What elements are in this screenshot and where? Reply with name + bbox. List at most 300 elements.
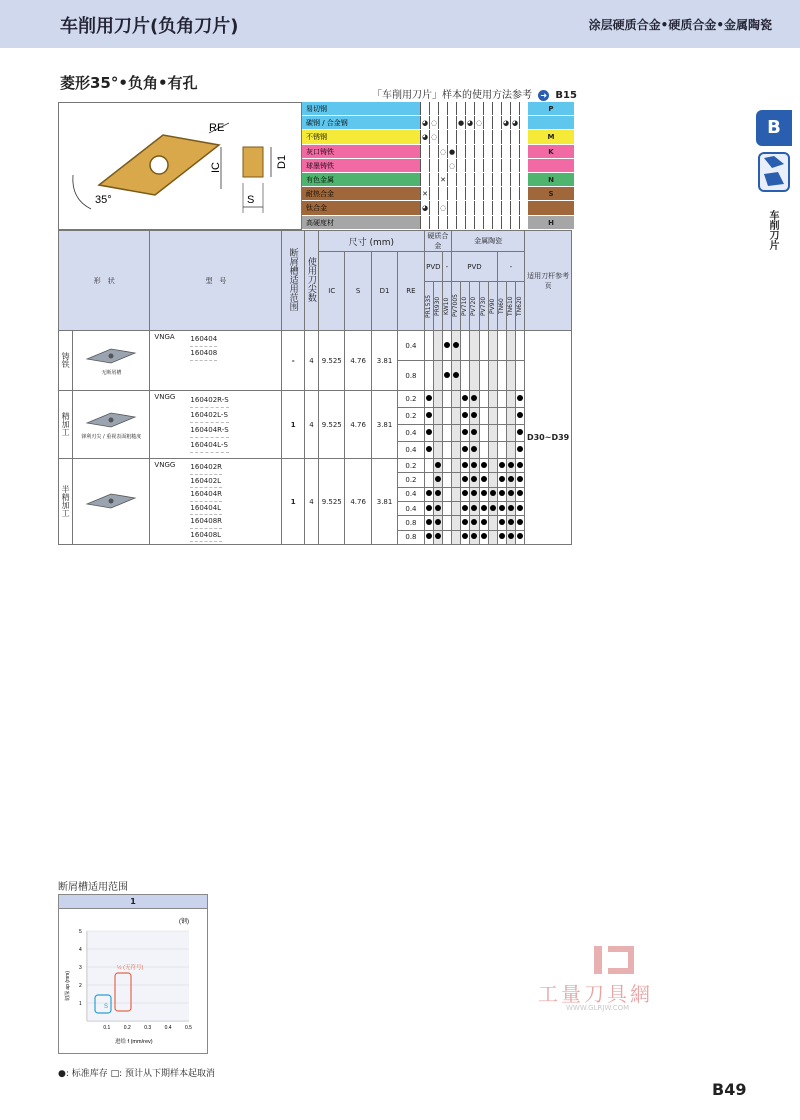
- cell-edges: 4: [304, 459, 318, 545]
- grade-name: TN620: [516, 296, 524, 316]
- stock-dot: [481, 533, 487, 539]
- stock-dot: [426, 412, 432, 418]
- material-mark: [483, 201, 492, 214]
- material-mark: ●: [456, 116, 465, 129]
- th-edges: 使用刀尖数: [305, 257, 316, 302]
- material-mark: [483, 145, 492, 158]
- stock-dot: [508, 533, 514, 539]
- material-row: [302, 102, 572, 116]
- material-mark: [492, 102, 501, 115]
- stock-dot: [471, 505, 477, 511]
- material-mark: [474, 145, 483, 158]
- material-mark: [465, 145, 474, 158]
- material-mark: [420, 145, 429, 158]
- page-number: B49: [712, 1080, 747, 1099]
- cell-d1: 3.81: [371, 331, 397, 391]
- material-mark: [483, 173, 492, 186]
- th-holder: 适用刀杆参考页: [525, 231, 572, 331]
- grade-name: PV7005: [452, 294, 460, 318]
- material-mark: [492, 201, 501, 214]
- material-label: 耐热合金: [302, 187, 420, 200]
- material-mark: [510, 187, 519, 200]
- stock-dot: [490, 505, 496, 511]
- material-mark: [420, 159, 429, 172]
- material-mark: [456, 201, 465, 214]
- th-dash2: -: [497, 252, 524, 282]
- material-label: 钛合金: [302, 201, 420, 214]
- material-mark: [519, 187, 528, 200]
- material-mark: [474, 159, 483, 172]
- breaker-chart-title: 断屑槽适用范围: [58, 882, 128, 893]
- th-dims: 尺寸 (mm): [319, 231, 425, 252]
- chart-unit: (钢): [179, 919, 189, 925]
- material-rows: [302, 102, 572, 230]
- stock-dot: [471, 533, 477, 539]
- th-d1: D1: [371, 252, 397, 331]
- cell-re: 0.2: [398, 459, 424, 473]
- stock-dot: [426, 446, 432, 452]
- stock-dot: [435, 505, 441, 511]
- material-mark: [501, 216, 510, 229]
- material-mark: [510, 216, 519, 229]
- ref-text: 「车削用刀片」样本的使用方法参考: [372, 90, 532, 101]
- x-tick-label: 0.2: [123, 1025, 131, 1031]
- stock-dot: [508, 519, 514, 525]
- grade-name: PV90: [488, 298, 496, 314]
- material-mark: [465, 216, 474, 229]
- model-number: 160408R: [190, 515, 222, 529]
- material-mark: [483, 159, 492, 172]
- stock-dot: [462, 429, 468, 435]
- cell-re: 0.4: [398, 501, 424, 515]
- th-dash1: -: [442, 252, 451, 282]
- stock-dot: [444, 342, 450, 348]
- model-number: 160402L-S: [190, 408, 228, 423]
- material-mark: [420, 173, 429, 186]
- cell-s: 4.76: [345, 331, 371, 391]
- material-mark: [519, 216, 528, 229]
- stock-dot: [435, 490, 441, 496]
- material-row: [302, 201, 572, 215]
- material-mark: [447, 187, 456, 200]
- cell-ic: 9.525: [319, 391, 345, 459]
- material-row: [302, 130, 572, 144]
- material-code: N: [528, 173, 574, 186]
- material-mark: [501, 159, 510, 172]
- y-tick-label: 5: [79, 929, 82, 935]
- material-mark: ✕: [420, 187, 429, 200]
- th-ic: IC: [319, 252, 345, 331]
- material-mark: [447, 130, 456, 143]
- stock-dot: [462, 462, 468, 468]
- series-name: VNGG: [154, 461, 176, 469]
- material-mark: [420, 102, 429, 115]
- cell-re: 0.4: [398, 442, 424, 459]
- insert-diagram: [58, 102, 302, 230]
- stock-dot: [426, 429, 432, 435]
- stock-dot: [481, 476, 487, 482]
- cell-d1: 3.81: [371, 391, 397, 459]
- stock-dot: [517, 490, 523, 496]
- material-mark: [510, 130, 519, 143]
- material-mark: [474, 130, 483, 143]
- cell-d1: 3.81: [371, 459, 397, 545]
- material-mark: [465, 130, 474, 143]
- material-mark: [474, 216, 483, 229]
- stock-dot: [499, 490, 505, 496]
- material-mark: ◕: [420, 116, 429, 129]
- stock-dot: [499, 533, 505, 539]
- application-label: 铸铁: [61, 351, 71, 368]
- grade-name: PV710: [461, 296, 469, 316]
- cell-edges: 4: [304, 331, 318, 391]
- material-mark: [438, 130, 447, 143]
- insert-image: [81, 345, 141, 367]
- stock-dot: [453, 342, 459, 348]
- material-mark: ◕: [510, 116, 519, 129]
- model-number: 160404L: [190, 502, 222, 516]
- stock-dot: [435, 476, 441, 482]
- material-mark: [429, 159, 438, 172]
- material-mark: [456, 130, 465, 143]
- stock-dot: [517, 446, 523, 452]
- th-carbide: 硬质合金: [424, 231, 451, 252]
- material-mark: [519, 145, 528, 158]
- cell-re: 0.4: [398, 487, 424, 501]
- th-re: RE: [398, 252, 424, 331]
- stock-dot: [517, 533, 523, 539]
- material-mark: [483, 187, 492, 200]
- application-label: 半精加工: [61, 484, 71, 517]
- model-number: 160404: [190, 333, 217, 347]
- cell-breaker: -: [282, 331, 304, 391]
- material-mark: [438, 216, 447, 229]
- material-mark: [492, 159, 501, 172]
- turning-insert-icon: [758, 152, 790, 192]
- material-code: S: [528, 187, 574, 200]
- y-tick-label: 1: [79, 1001, 82, 1007]
- material-label: 不锈钢: [302, 130, 420, 143]
- grade-name: KW10: [442, 297, 450, 315]
- stock-dot: [426, 533, 432, 539]
- stock-dot: [517, 395, 523, 401]
- y-tick-label: 3: [79, 965, 82, 971]
- material-mark: [492, 187, 501, 200]
- material-mark: [474, 201, 483, 214]
- section-title: 菱形35°•负角•有孔: [60, 74, 198, 92]
- stock-dot: [517, 476, 523, 482]
- th-shape: 形 状: [59, 231, 150, 331]
- re-label: RE: [209, 122, 225, 134]
- stock-dot: [499, 462, 505, 468]
- material-mark: [510, 201, 519, 214]
- stock-dot: [481, 462, 487, 468]
- material-mark: ●: [447, 145, 456, 158]
- cell-ic: 9.525: [319, 459, 345, 545]
- stock-dot: [517, 412, 523, 418]
- stock-dot: [462, 519, 468, 525]
- section-reference: [372, 86, 577, 101]
- material-mark: [447, 216, 456, 229]
- grade-name: PV720: [470, 296, 478, 316]
- material-mark: [438, 159, 447, 172]
- grade-name: PV730: [479, 296, 487, 316]
- cell-edges: 4: [304, 391, 318, 459]
- cell-re: 0.2: [398, 408, 424, 425]
- th-cermet: 金属陶瓷: [452, 231, 525, 252]
- stock-dot: [508, 490, 514, 496]
- material-mark: [456, 173, 465, 186]
- stock-dot: [426, 395, 432, 401]
- stock-dot: [471, 395, 477, 401]
- watermark-text: 工量刀具網: [538, 982, 653, 1006]
- model-number: 160404R-S: [190, 423, 228, 438]
- material-mark: [501, 187, 510, 200]
- material-mark: [492, 130, 501, 143]
- material-row: [302, 145, 572, 159]
- stock-dot: [462, 490, 468, 496]
- material-mark: [438, 187, 447, 200]
- label-nosym: ½ (无符号): [117, 965, 144, 971]
- cell-breaker: 1: [282, 391, 304, 459]
- material-mark: [465, 173, 474, 186]
- material-mark: [465, 201, 474, 214]
- stock-dot: [462, 412, 468, 418]
- shape-note: 锋利刃尖 / 重视表面粗糙度: [81, 434, 142, 440]
- material-mark: [465, 187, 474, 200]
- material-mark: [519, 159, 528, 172]
- material-mark: [429, 201, 438, 214]
- stock-dot: [471, 476, 477, 482]
- insert-image: [81, 490, 141, 512]
- stock-dot: [517, 429, 523, 435]
- material-mark: [456, 187, 465, 200]
- stock-dot: [462, 446, 468, 452]
- material-code: K: [528, 145, 574, 158]
- material-mark: [492, 145, 501, 158]
- page-subtitle: 涂层硬质合金•硬质合金•金属陶瓷: [588, 18, 772, 32]
- stock-dot: [435, 462, 441, 468]
- grade-name: PR1535: [424, 294, 432, 318]
- breaker-chart: [58, 894, 208, 1054]
- material-mark: [429, 102, 438, 115]
- material-mark: [501, 145, 510, 158]
- stock-dot: [517, 462, 523, 468]
- material-mark: [501, 130, 510, 143]
- material-mark: [447, 102, 456, 115]
- stock-dot: [462, 505, 468, 511]
- material-mark: ◕: [420, 130, 429, 143]
- stock-dot: [426, 490, 432, 496]
- stock-dot: [517, 519, 523, 525]
- material-mark: [492, 173, 501, 186]
- material-mark: [438, 116, 447, 129]
- model-number: 160402L: [190, 475, 222, 489]
- material-mark: ◕: [465, 116, 474, 129]
- th-pvd2: PVD: [452, 252, 498, 282]
- material-label: 高硬度材: [302, 216, 420, 229]
- cell-re: 0.4: [398, 331, 424, 361]
- stock-dot: [490, 490, 496, 496]
- material-label: 易切钢: [302, 102, 420, 115]
- material-label: 球墨铸铁: [302, 159, 420, 172]
- grade-name: PR930: [433, 296, 441, 316]
- material-code: [528, 116, 574, 129]
- material-mark: [519, 116, 528, 129]
- page-title: 车削用刀片(负角刀片): [60, 16, 239, 37]
- material-mark: [447, 173, 456, 186]
- material-mark: [474, 102, 483, 115]
- ref-page[interactable]: B15: [555, 90, 577, 101]
- material-mark: [429, 145, 438, 158]
- material-mark: ◕: [420, 201, 429, 214]
- stock-dot: [481, 490, 487, 496]
- table-row: [59, 391, 572, 408]
- material-mark: ✕: [438, 173, 447, 186]
- material-code: H: [528, 216, 574, 229]
- cell-s: 4.76: [345, 391, 371, 459]
- grade-name: TN60: [497, 298, 505, 314]
- x-tick-label: 0.4: [164, 1025, 172, 1031]
- material-mark: [465, 159, 474, 172]
- material-label: 灰口铸铁: [302, 145, 420, 158]
- y-tick-label: 2: [79, 983, 82, 989]
- material-row: [302, 187, 572, 201]
- s-label: S: [247, 194, 255, 206]
- cell-re: 0.4: [398, 425, 424, 442]
- model-number: 160404L-S: [190, 438, 228, 453]
- cell-re: 0.2: [398, 391, 424, 408]
- material-mark: [456, 159, 465, 172]
- side-tab-b[interactable]: B: [756, 110, 792, 146]
- material-mark: ◌: [447, 159, 456, 172]
- material-label: 有色金属: [302, 173, 420, 186]
- material-code: M: [528, 130, 574, 143]
- material-row: [302, 116, 572, 130]
- angle-label: 35°: [95, 194, 112, 206]
- label-s: S: [104, 1004, 109, 1010]
- material-mark: [447, 116, 456, 129]
- material-mark: [465, 102, 474, 115]
- chart-ylabel: 切深 ap (mm): [65, 970, 71, 1001]
- series-name: VNGG: [154, 393, 176, 401]
- material-mark: [510, 145, 519, 158]
- cell-re: 0.2: [398, 473, 424, 487]
- stock-dot: [453, 372, 459, 378]
- x-tick-label: 0.1: [103, 1025, 111, 1031]
- cell-re: 0.8: [398, 530, 424, 544]
- material-mark: [456, 216, 465, 229]
- material-mark: [483, 216, 492, 229]
- cell-s: 4.76: [345, 459, 371, 545]
- stock-dot: [444, 372, 450, 378]
- material-row: [302, 159, 572, 173]
- material-mark: [519, 130, 528, 143]
- material-code: P: [528, 102, 574, 115]
- material-mark: [474, 173, 483, 186]
- material-mark: [510, 173, 519, 186]
- holder-ref[interactable]: D30~D39: [525, 331, 572, 545]
- cell-breaker: 1: [282, 459, 304, 545]
- stock-dot: [508, 476, 514, 482]
- series-name: VNGA: [154, 333, 175, 341]
- th-s: S: [345, 252, 371, 331]
- material-row: [302, 173, 572, 187]
- cell-ic: 9.525: [319, 331, 345, 391]
- material-mark: ◌: [429, 130, 438, 143]
- material-mark: [429, 173, 438, 186]
- x-tick-label: 0.5: [185, 1025, 192, 1031]
- material-row: [302, 216, 572, 230]
- material-mark: [447, 201, 456, 214]
- stock-dot: [481, 505, 487, 511]
- stock-dot: [435, 533, 441, 539]
- cell-re: 0.8: [398, 361, 424, 391]
- material-mark: [519, 173, 528, 186]
- arrow-right-icon: ➜: [538, 90, 549, 101]
- table-row: [59, 331, 572, 361]
- stock-dot: [481, 519, 487, 525]
- material-mark: ◕: [501, 116, 510, 129]
- material-mark: [510, 159, 519, 172]
- material-mark: ◌: [438, 201, 447, 214]
- stock-dot: [471, 412, 477, 418]
- stock-dot: [471, 490, 477, 496]
- stock-dot: [517, 505, 523, 511]
- watermark-url: WWW.GLRJW.COM: [566, 1004, 630, 1012]
- material-mark: [429, 187, 438, 200]
- application-label: 精加工: [61, 411, 71, 436]
- material-mark: [429, 216, 438, 229]
- stock-dot: [508, 505, 514, 511]
- stock-dot: [462, 395, 468, 401]
- y-tick-label: 4: [79, 947, 82, 953]
- material-mark: ◌: [474, 116, 483, 129]
- material-code: [528, 201, 574, 214]
- material-code: [528, 159, 574, 172]
- table-row: [59, 459, 572, 473]
- insert-image: [81, 409, 141, 431]
- legend: ●: 标准库存 □: 预计从下期样本起取消: [58, 1069, 216, 1079]
- material-mark: [492, 216, 501, 229]
- stock-dot: [462, 533, 468, 539]
- stock-dot: [426, 519, 432, 525]
- material-mark: [438, 102, 447, 115]
- material-mark: [483, 116, 492, 129]
- model-number: 160408L: [190, 529, 222, 543]
- model-number: 160404R: [190, 488, 222, 502]
- stock-dot: [462, 476, 468, 482]
- material-mark: [456, 102, 465, 115]
- model-number: 160402R: [190, 461, 222, 475]
- th-pvd1: PVD: [424, 252, 442, 282]
- stock-dot: [471, 462, 477, 468]
- material-mark: [483, 102, 492, 115]
- stock-dot: [508, 462, 514, 468]
- stock-dot: [471, 446, 477, 452]
- chart-xlabel: 进给 f (mm/rev): [115, 1039, 153, 1045]
- product-table: [58, 230, 572, 545]
- grade-name: TN610: [506, 296, 514, 316]
- material-mark: [501, 173, 510, 186]
- material-mark: [420, 216, 429, 229]
- material-mark: ◌: [438, 145, 447, 158]
- stock-dot: [499, 519, 505, 525]
- breaker-chart-head: 1: [59, 895, 207, 909]
- side-label: 车削刀片: [767, 210, 778, 250]
- stock-dot: [499, 505, 505, 511]
- material-mark: ◌: [429, 116, 438, 129]
